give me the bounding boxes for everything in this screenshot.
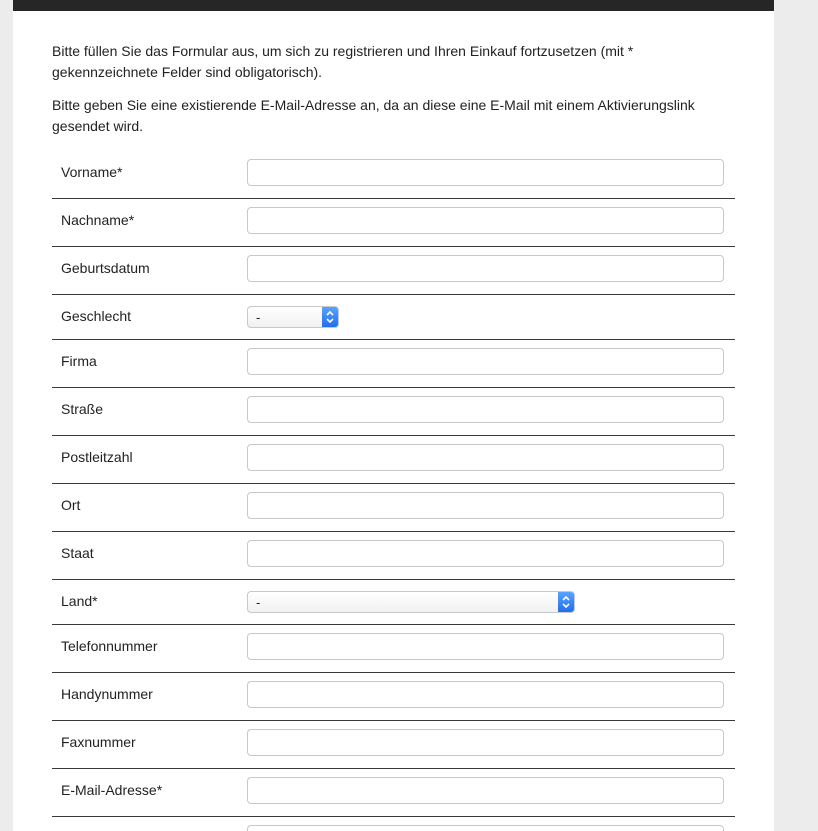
intro-text-email-activation: Bitte geben Sie eine existierende E-Mail-Adresse an, da an diese eine E-Mail mit einem Aktivierungslink gesendet wird. <box>52 97 695 134</box>
faxnummer-input[interactable] <box>247 729 724 756</box>
email-input[interactable] <box>247 777 724 804</box>
postleitzahl-input[interactable] <box>247 444 724 471</box>
geburtsdatum-input[interactable] <box>247 255 724 282</box>
ort-input[interactable] <box>247 492 724 519</box>
form-row-firma <box>52 340 735 388</box>
firma-input[interactable] <box>247 348 724 375</box>
top-bar <box>13 0 774 11</box>
strasse-input[interactable] <box>247 396 724 423</box>
postleitzahl-label: Postleitzahl <box>61 449 133 465</box>
vorname-label: Vorname* <box>61 164 123 180</box>
geschlecht-selected-value: - <box>256 310 261 325</box>
form-row-geschlecht <box>52 295 735 340</box>
form-row-email <box>52 769 735 817</box>
strasse-label: Straße <box>61 401 104 417</box>
form-row-handynummer <box>52 673 735 721</box>
vorname-input[interactable] <box>247 159 724 186</box>
staat-input[interactable] <box>247 540 724 567</box>
form-row-nachname <box>52 199 735 247</box>
geschlecht-select[interactable] <box>247 306 339 328</box>
telefonnummer-label: Telefonnummer <box>61 638 158 654</box>
geschlecht-label: Geschlecht <box>61 308 132 324</box>
telefonnummer-input[interactable] <box>247 633 724 660</box>
staat-label: Staat <box>61 545 94 561</box>
form-row-next-partial <box>52 817 735 831</box>
chevron-updown-icon <box>558 592 574 612</box>
land-select[interactable] <box>247 591 575 613</box>
ort-label: Ort <box>61 497 81 513</box>
registration-panel <box>13 11 774 831</box>
handynummer-input[interactable] <box>247 681 724 708</box>
form-row-telefonnummer <box>52 625 735 673</box>
nachname-input[interactable] <box>247 207 724 234</box>
handynummer-label: Handynummer <box>61 686 153 702</box>
chevron-updown-icon <box>322 307 338 327</box>
form-row-strasse <box>52 388 735 436</box>
intro-text-required-fields: Bitte füllen Sie das Formular aus, um sich zu registrieren und Ihren Einkauf fortzusetzen (mit * gekennzeichnete Felder sind obligatorisch). <box>52 43 634 80</box>
next-field-input[interactable] <box>247 825 724 831</box>
firma-label: Firma <box>61 353 97 369</box>
form-row-staat <box>52 532 735 580</box>
land-selected-value: - <box>256 595 261 610</box>
form-row-faxnummer <box>52 721 735 769</box>
nachname-label: Nachname* <box>61 212 135 228</box>
geburtsdatum-label: Geburtsdatum <box>61 260 150 276</box>
form-row-geburtsdatum <box>52 247 735 295</box>
faxnummer-label: Faxnummer <box>61 734 136 750</box>
form-row-ort <box>52 484 735 532</box>
land-label: Land* <box>61 593 98 609</box>
form-row-vorname <box>52 151 735 199</box>
form-row-land <box>52 580 735 625</box>
registration-form <box>52 151 735 831</box>
form-row-postleitzahl <box>52 436 735 484</box>
email-label: E-Mail-Adresse* <box>61 782 163 798</box>
